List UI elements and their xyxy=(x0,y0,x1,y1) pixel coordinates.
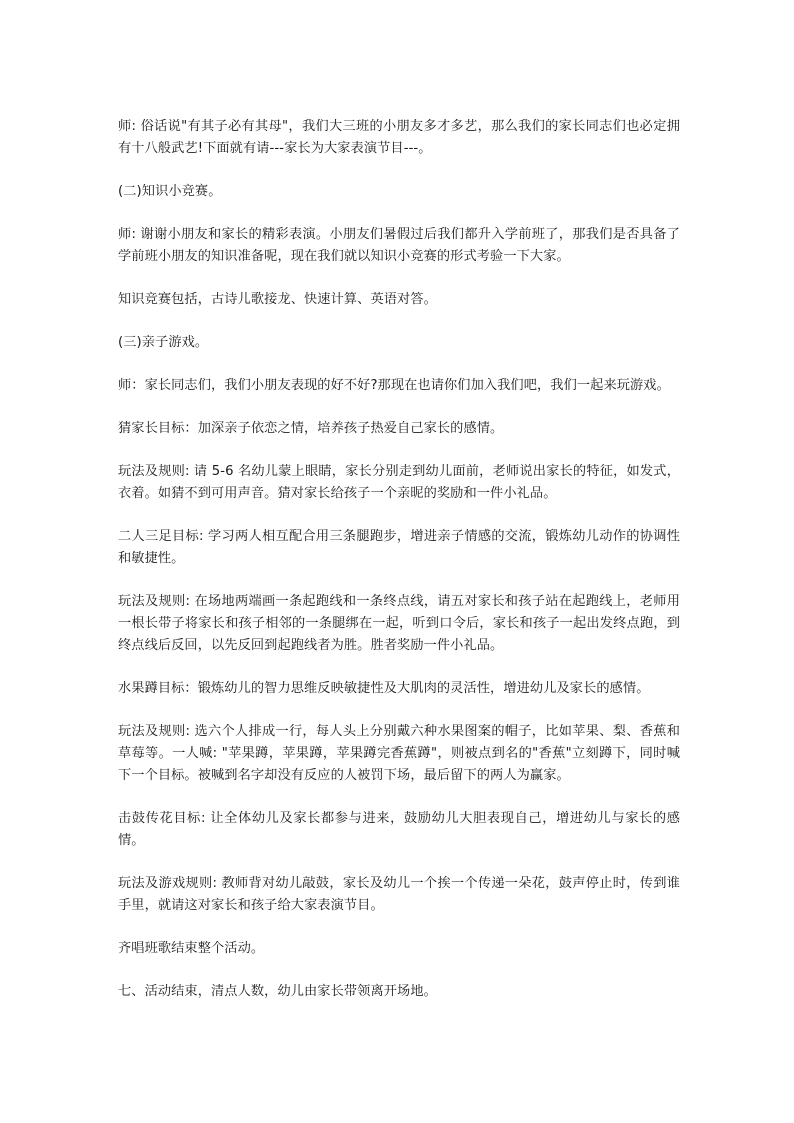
paragraph-contest-intro: 师: 谢谢小朋友和家长的精彩表演。小朋友们暑假过后我们都升入学前班了，那我们是否具备了学前班小朋友的知识准备呢，现在我们就以知识小竞赛的形式考验一下大家。 xyxy=(118,227,680,264)
paragraph-activity-end: 七、活动结束，清点人数，幼儿由家长带领离开场地。 xyxy=(118,984,437,999)
paragraph-guess-parent-rules: 玩法及规则: 请 5-6 名幼儿蒙上眼睛，家长分别走到幼儿面前，老师说出家长的特征，如发式，衣着。如猜不到可用声音。猜对家长给孩子一个亲昵的奖励和一件小礼品。 xyxy=(118,464,680,501)
paragraph-closing-song: 齐唱班歌结束整个活动。 xyxy=(118,941,265,956)
paragraph-guess-parent-goal: 猜家长目标：加深亲子依恋之情，培养孩子热爱自己家长的感情。 xyxy=(118,421,504,436)
paragraph-three-legged-goal: 二人三足目标: 学习两人相互配合用三条腿跑步，增进亲子情感的交流，锻炼幼儿动作的协调性和敏捷性。 xyxy=(118,529,680,566)
paragraph-fruit-squat-goal: 水果蹲目标：锻炼幼儿的智力思维反映敏捷性及大肌肉的灵活性，增进幼儿及家长的感情。 xyxy=(118,681,650,696)
section-heading-parent-child-games: (三)亲子游戏。 xyxy=(118,335,209,350)
paragraph-games-intro: 师：家长同志们，我们小朋友表现的好不好?那现在也请你们加入我们吧，我们一起来玩游戏。 xyxy=(118,378,670,393)
document-body xyxy=(118,116,680,1024)
paragraph-pass-flower-goal: 击鼓传花目标: 让全体幼儿及家长都参与进来，鼓励幼儿大胆表现自己，增进幼儿与家长的感情。 xyxy=(118,811,680,848)
paragraph-pass-flower-rules: 玩法及游戏规则: 教师背对幼儿敲鼓，家长及幼儿一个挨一个传递一朵花，鼓声停止时，传到谁手里，就请这对家长和孩子给大家表演节目。 xyxy=(118,876,680,913)
paragraph-intro-teacher: 师: 俗话说"有其子必有其母"，我们大三班的小朋友多才多艺，那么我们的家长同志们也必定拥有十八般武艺!下面就有请---家长为大家表演节目---。 xyxy=(118,119,680,156)
paragraph-contest-content: 知识竞赛包括，古诗儿歌接龙、快速计算、英语对答。 xyxy=(118,292,437,307)
paragraph-three-legged-rules: 玩法及规则: 在场地两端画一条起跑线和一条终点线，请五对家长和孩子站在起跑线上，老师用一根长带子将家长和孩子相邻的一条腿绑在一起，听到口令后，家长和孩子一起出发终点跑，到终点线后反回，以先反回到起跑线者为胜。胜者奖励一件小礼品。 xyxy=(118,594,680,653)
section-heading-knowledge-contest: (二)知识小竞赛。 xyxy=(118,184,222,199)
paragraph-fruit-squat-rules: 玩法及规则: 选六个人排成一行，每人头上分别戴六种水果图案的帽子，比如苹果、梨、香蕉和草莓等。一人喊: "苹果蹲，苹果蹲，苹果蹲完香蕉蹲"，则被点到名的"香蕉"立刻蹲下，同时喊下一个目标。被喊到名字却没有反应的人被罚下场，最后留下的两人为赢家。 xyxy=(118,724,680,783)
